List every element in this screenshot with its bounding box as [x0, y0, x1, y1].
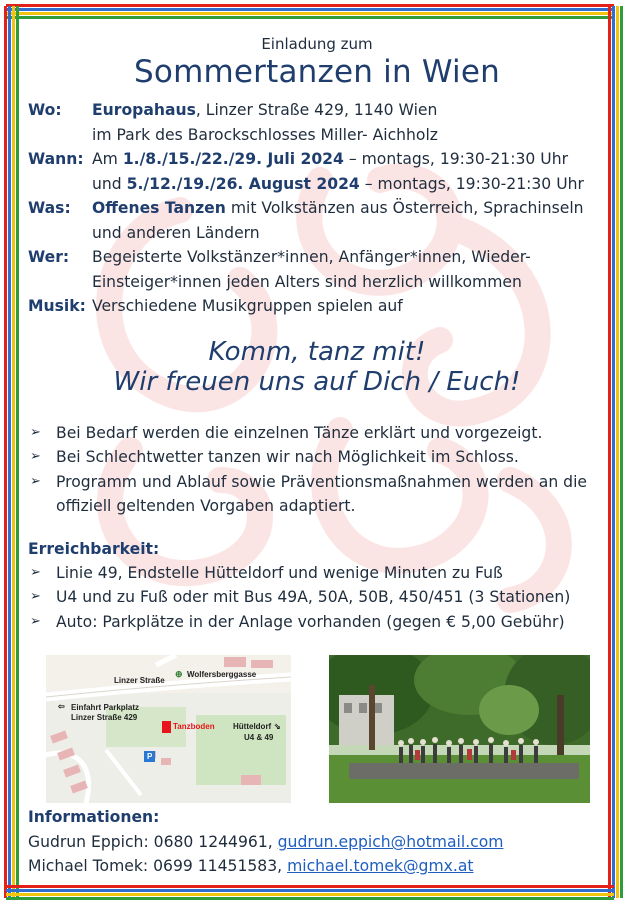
where-label: Wo:	[28, 101, 62, 119]
who-label: Wer:	[28, 248, 70, 266]
list-item: ➢ U4 und zu Fuß oder mit Bus 49A, 50A, 50B, 450/451 (3 Stationen)	[28, 585, 606, 610]
list-item: ➢ Bei Bedarf werden die einzelnen Tänze erklärt und vorgezeigt.	[28, 421, 606, 446]
contact-row-1	[28, 833, 503, 851]
what-label: Was:	[28, 199, 71, 217]
map-destination-line1: Hütteldorf	[233, 722, 272, 731]
frame-line-blue-right	[612, 6, 615, 898]
frame-line-blue-left	[8, 6, 11, 898]
venue-name: Europahaus	[92, 101, 196, 119]
frame-line-green-top	[6, 16, 614, 19]
dance-photo-illustration	[329, 655, 590, 803]
music-row	[28, 294, 606, 319]
frame-line-yellow-bottom	[6, 893, 614, 896]
map-entrance-line2: Linzer Straße 429	[71, 713, 138, 722]
email-link-1[interactable]: gudrun.eppich@hotmail.com	[277, 833, 504, 851]
slogan-line2: Wir freuen uns auf Dich / Euch!	[113, 366, 521, 397]
frame-line-blue-bottom	[6, 889, 614, 892]
list-item: ➢ Bei Schlechtwetter tanzen wir nach Möglichkeit im Schloss.	[28, 445, 606, 470]
venue-marker	[162, 721, 171, 733]
when-row	[28, 147, 606, 196]
frame-line-red-left	[4, 6, 7, 898]
map-venue-label: Tanzboden	[173, 722, 215, 731]
music-label: Musik:	[28, 297, 86, 315]
slogan	[28, 337, 606, 397]
when-label: Wann:	[28, 150, 84, 168]
reach-list	[28, 561, 606, 635]
frame-line-green-left	[16, 6, 19, 898]
who-line1: Begeisterte Volkstänzer*innen, Anfänger*innen, Wieder-	[92, 248, 531, 266]
frame-line-yellow-top	[6, 12, 614, 15]
arrow-bullet-icon: ➢	[30, 589, 41, 604]
when-prefix: Am	[92, 150, 123, 168]
venue-address: , Linzer Straße 429, 1140 Wien	[195, 101, 438, 119]
what-description: mit Volkstänzen aus Österreich, Sprachinseln	[225, 199, 584, 217]
july-dates: 1./8./15./22./29. Juli 2024	[122, 150, 344, 168]
list-item: ➢ Programm und Ablauf sowie Präventionsmaßnahmen werden an die offiziell geltenden Vorgaben adaptiert.	[28, 470, 606, 519]
main-content	[28, 30, 606, 634]
invitation-kicker: Einladung zum	[261, 35, 373, 53]
map-street-label: Linzer Straße	[114, 676, 165, 685]
dance-photo	[329, 655, 590, 803]
frame-line-green-right	[620, 6, 623, 898]
who-line2: Einsteiger*innen jeden Alters sind herzlich willkommen	[92, 272, 522, 291]
map-destination-arrow-icon: ⇘	[274, 722, 281, 731]
list-item: ➢ Linie 49, Endstelle Hütteldorf und wenige Minuten zu Fuß	[28, 561, 606, 586]
map-entrance-arrow-icon: ⇦	[58, 702, 65, 711]
frame-line-yellow-right	[616, 6, 619, 898]
reach-title: Erreichbarkeit:	[28, 539, 160, 558]
frame-line-red-bottom	[6, 885, 614, 888]
images-row	[46, 655, 590, 803]
map-entrance-line1: Einfahrt Parkplatz	[71, 703, 140, 712]
list-item: ➢ Auto: Parkplätze in der Anlage vorhanden (gegen € 5,00 Gebühr)	[28, 610, 606, 635]
frame-line-green-bottom	[6, 897, 614, 900]
who-row	[28, 245, 606, 294]
frame-line-blue-top	[6, 8, 614, 11]
venue-park: im Park des Barockschlosses Miller- Aichholz	[92, 125, 438, 144]
august-time: – montags, 19:30-21:30 Uhr	[359, 174, 584, 193]
map-destination-line2: U4 & 49	[244, 733, 274, 742]
what-row	[28, 196, 606, 245]
what-description-line2: und anderen Ländern	[92, 223, 260, 242]
arrow-bullet-icon: ➢	[30, 613, 41, 629]
arrow-bullet-icon: ➢	[30, 424, 41, 440]
contact-person-2: Michael Tomek: 0699 11451583,	[28, 857, 288, 875]
page-title: Sommertanzen in Wien	[134, 54, 500, 90]
event-details	[28, 98, 606, 319]
august-dates: 5./12./19./26. August 2024	[126, 174, 360, 193]
notes-list	[28, 421, 606, 519]
contact-title: Informationen:	[28, 808, 160, 826]
what-title: Offenes Tanzen	[92, 199, 226, 217]
where-row	[28, 98, 606, 147]
arrow-bullet-icon: ➢	[30, 473, 41, 489]
map-station-label: Wolfersberggasse	[187, 670, 257, 679]
slogan-line1: Komm, tanz mit!	[208, 336, 426, 367]
location-map	[46, 655, 291, 803]
when-and: und	[92, 174, 127, 193]
arrow-bullet-icon: ➢	[30, 564, 41, 580]
music-text: Verschiedene Musikgruppen spielen auf	[92, 297, 403, 315]
contact-row-2	[28, 857, 474, 875]
frame-line-yellow-left	[12, 6, 15, 898]
arrow-bullet-icon: ➢	[30, 449, 41, 464]
tram-stop-icon: ⊕	[175, 669, 183, 679]
frame-line-red-top	[6, 4, 614, 7]
july-time: – montags, 19:30-21:30 Uhr	[343, 150, 568, 168]
contact-person-1: Gudrun Eppich: 0680 1244961,	[28, 833, 278, 851]
parking-label: P	[147, 752, 153, 761]
frame-line-red-right	[608, 6, 611, 898]
email-link-2[interactable]: michael.tomek@gmx.at	[287, 857, 474, 875]
